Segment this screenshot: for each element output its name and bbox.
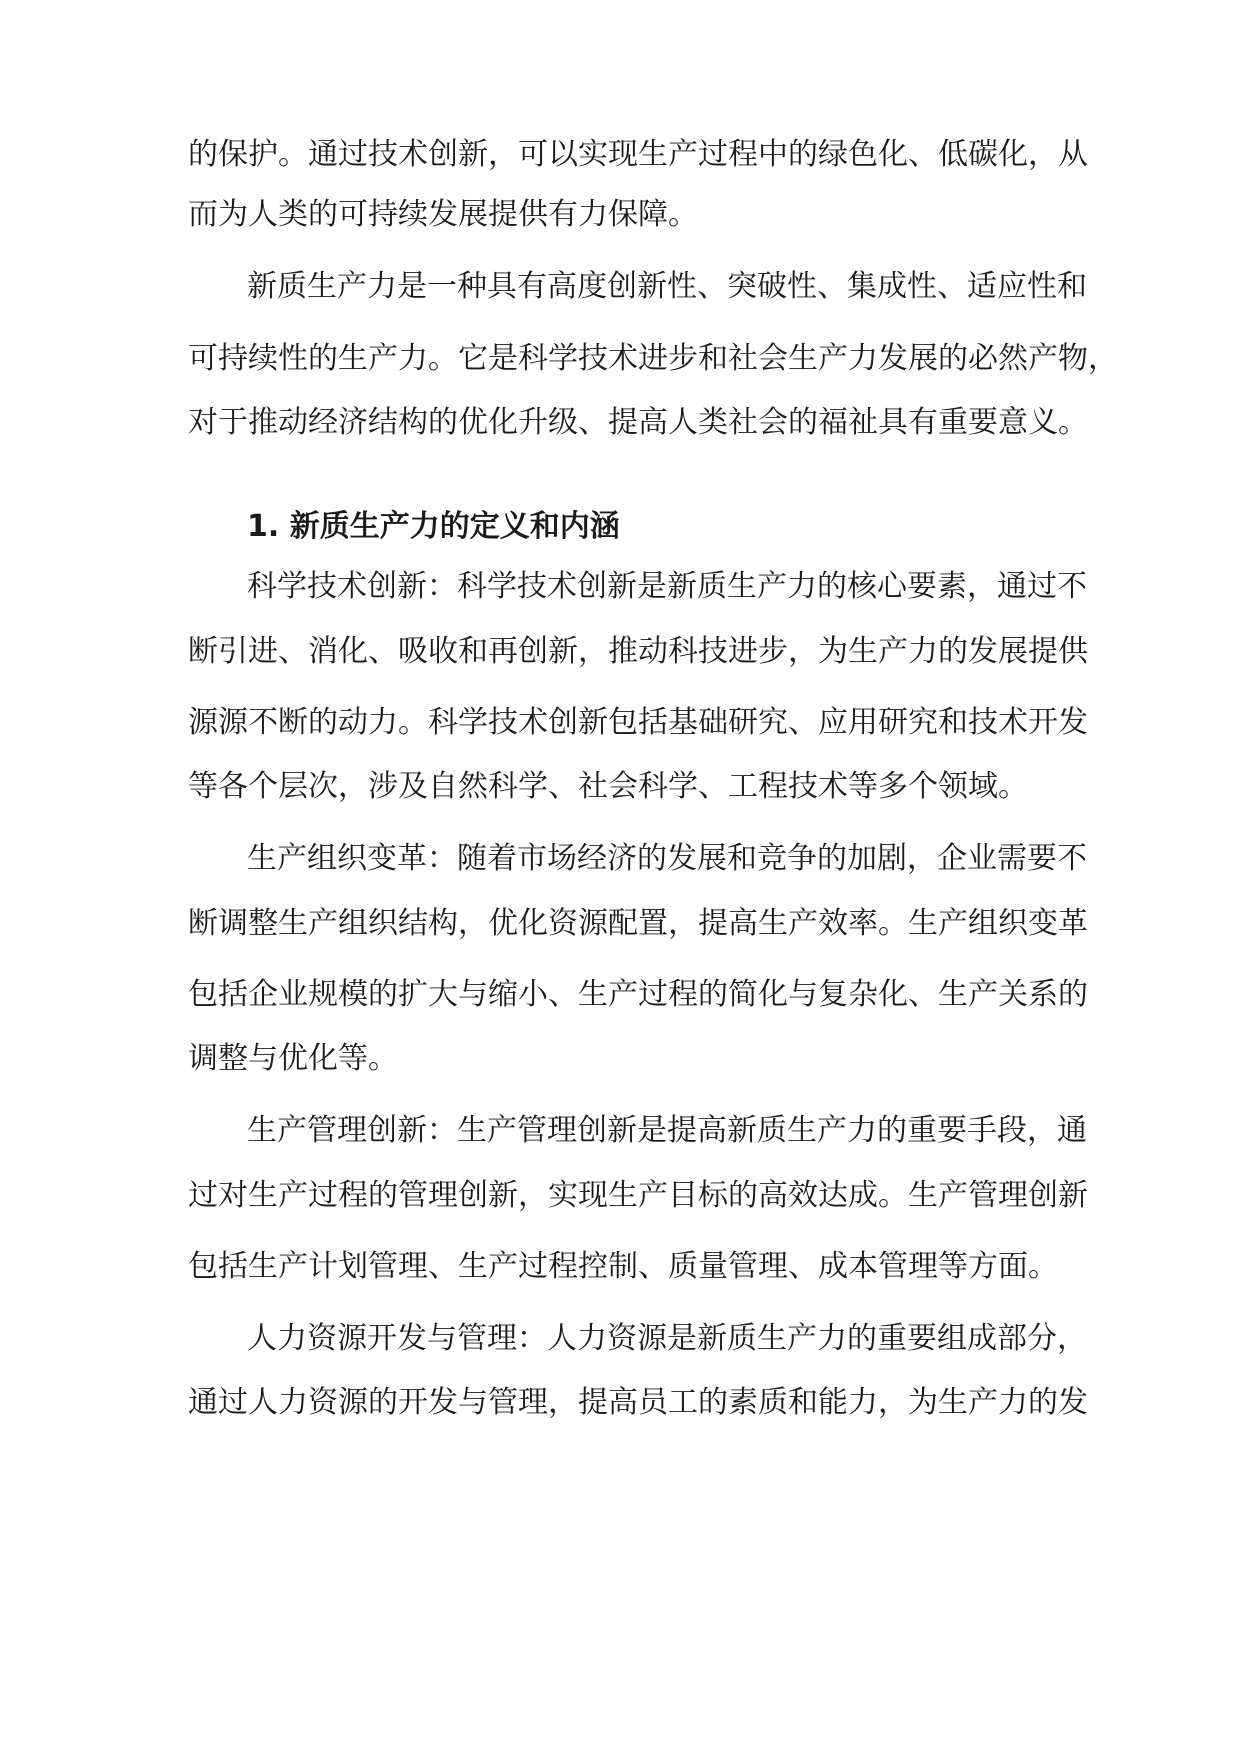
paragraph-line: 新质生产力是一种具有高度创新性、突破性、集成性、适应性和	[247, 269, 1087, 304]
paragraph-line: 源源不断的动力。科学技术创新包括基础研究、应用研究和技术开发	[188, 705, 1088, 740]
paragraph-line: 可持续性的生产力。它是科学技术进步和社会生产力发展的必然产物，	[188, 341, 1118, 376]
paragraph-line: 包括企业规模的扩大与缩小、生产过程的简化与复杂化、生产关系的	[188, 977, 1088, 1012]
paragraph-line: 断引进、消化、吸收和再创新，推动科技进步，为生产力的发展提供	[188, 634, 1088, 669]
paragraph-line: 等各个层次，涉及自然科学、社会科学、工程技术等多个领域。	[188, 769, 1028, 804]
paragraph-line: 过对生产过程的管理创新，实现生产目标的高效达成。生产管理创新	[188, 1178, 1088, 1213]
paragraph-line: 断调整生产组织结构，优化资源配置，提高生产效率。生产组织变革	[188, 906, 1088, 941]
paragraph-line: 人力资源开发与管理：人力资源是新质生产力的重要组成部分，	[247, 1321, 1087, 1356]
paragraph-line: 科学技术创新：科学技术创新是新质生产力的核心要素，通过不	[247, 569, 1087, 604]
paragraph-line: 生产组织变革：随着市场经济的发展和竞争的加剧，企业需要不	[247, 841, 1087, 876]
paragraph-line: 的保护。通过技术创新，可以实现生产过程中的绿色化、低碳化，从	[188, 137, 1088, 172]
paragraph-line: 调整与优化等。	[188, 1041, 398, 1076]
paragraph-line: 通过人力资源的开发与管理，提高员工的素质和能力，为生产力的发	[188, 1385, 1088, 1420]
paragraph-line: 对于推动经济结构的优化升级、提高人类社会的福祉具有重要意义。	[188, 405, 1088, 440]
paragraph-line: 包括生产计划管理、生产过程控制、质量管理、成本管理等方面。	[188, 1249, 1058, 1284]
section-heading: 1. 新质生产力的定义和内涵	[247, 509, 620, 544]
paragraph-line: 生产管理创新：生产管理创新是提高新质生产力的重要手段，通	[247, 1113, 1087, 1148]
paragraph-line: 而为人类的可持续发展提供有力保障。	[188, 197, 698, 232]
